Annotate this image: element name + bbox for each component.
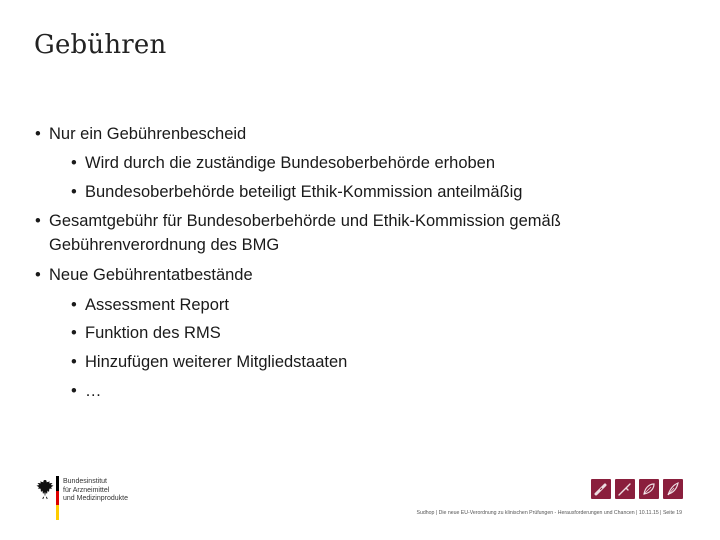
bullet-glyph: • — [35, 125, 41, 143]
bullet-glyph: • — [71, 324, 77, 342]
bullet-glyph: • — [71, 154, 77, 172]
logo-text-line3: und Medizinprodukte — [63, 495, 128, 502]
bullet-text: Gesamtgebühr für Bundesoberbehörde und Ethik-Kommission gemäß — [49, 212, 561, 230]
bullet-glyph: • — [71, 183, 77, 201]
bullet-text: Funktion des RMS — [85, 324, 221, 342]
pill-icon — [591, 479, 611, 499]
bullet-text: Wird durch die zuständige Bundesoberbehörde erhoben — [85, 154, 496, 172]
bullet-item — [71, 153, 496, 173]
logo-text-line2: für Arzneimittel — [63, 486, 110, 494]
bullet-item — [35, 211, 561, 231]
german-flag-stripe — [56, 476, 59, 520]
bullet-item — [71, 323, 221, 343]
bullet-item — [71, 182, 523, 202]
bullet-glyph: • — [71, 353, 77, 371]
bfarm-logo — [36, 476, 166, 520]
bullet-item-continuation — [49, 235, 279, 255]
slide-title: Gebühren — [34, 30, 167, 60]
bullet-glyph: • — [35, 266, 41, 284]
bullet-text: Assessment Report — [85, 296, 229, 314]
leaf-icon — [639, 479, 659, 499]
bullet-glyph: • — [71, 296, 77, 314]
bullet-item — [35, 124, 247, 144]
pen-icon — [615, 479, 635, 499]
bullet-item — [35, 265, 253, 285]
bullet-text: Gebührenverordnung des BMG — [49, 236, 280, 254]
bullet-item — [71, 381, 102, 401]
bullet-text: Hinzufügen weiterer Mitgliedstaaten — [85, 353, 348, 371]
federal-eagle-icon — [36, 478, 54, 500]
feather-icon — [663, 479, 683, 499]
footer-text: Sudhop | Die neue EU-Verordnung zu klinischen Prüfungen - Herausforderungen und Chancen | 10.11.15 | Seite 19 — [416, 510, 682, 516]
bullet-text: … — [85, 382, 102, 400]
bullet-glyph: • — [71, 382, 77, 400]
bullet-glyph: • — [35, 212, 41, 230]
bullet-item — [71, 295, 229, 315]
logo-text-line1: Bundesinstitut — [63, 478, 107, 485]
bullet-item — [71, 352, 348, 372]
bullet-text: Nur ein Gebührenbescheid — [49, 125, 247, 143]
bullet-text: Neue Gebührentatbestände — [49, 266, 253, 284]
bullet-text: Bundesoberbehörde beteiligt Ethik-Kommission anteilmäßig — [85, 183, 523, 201]
